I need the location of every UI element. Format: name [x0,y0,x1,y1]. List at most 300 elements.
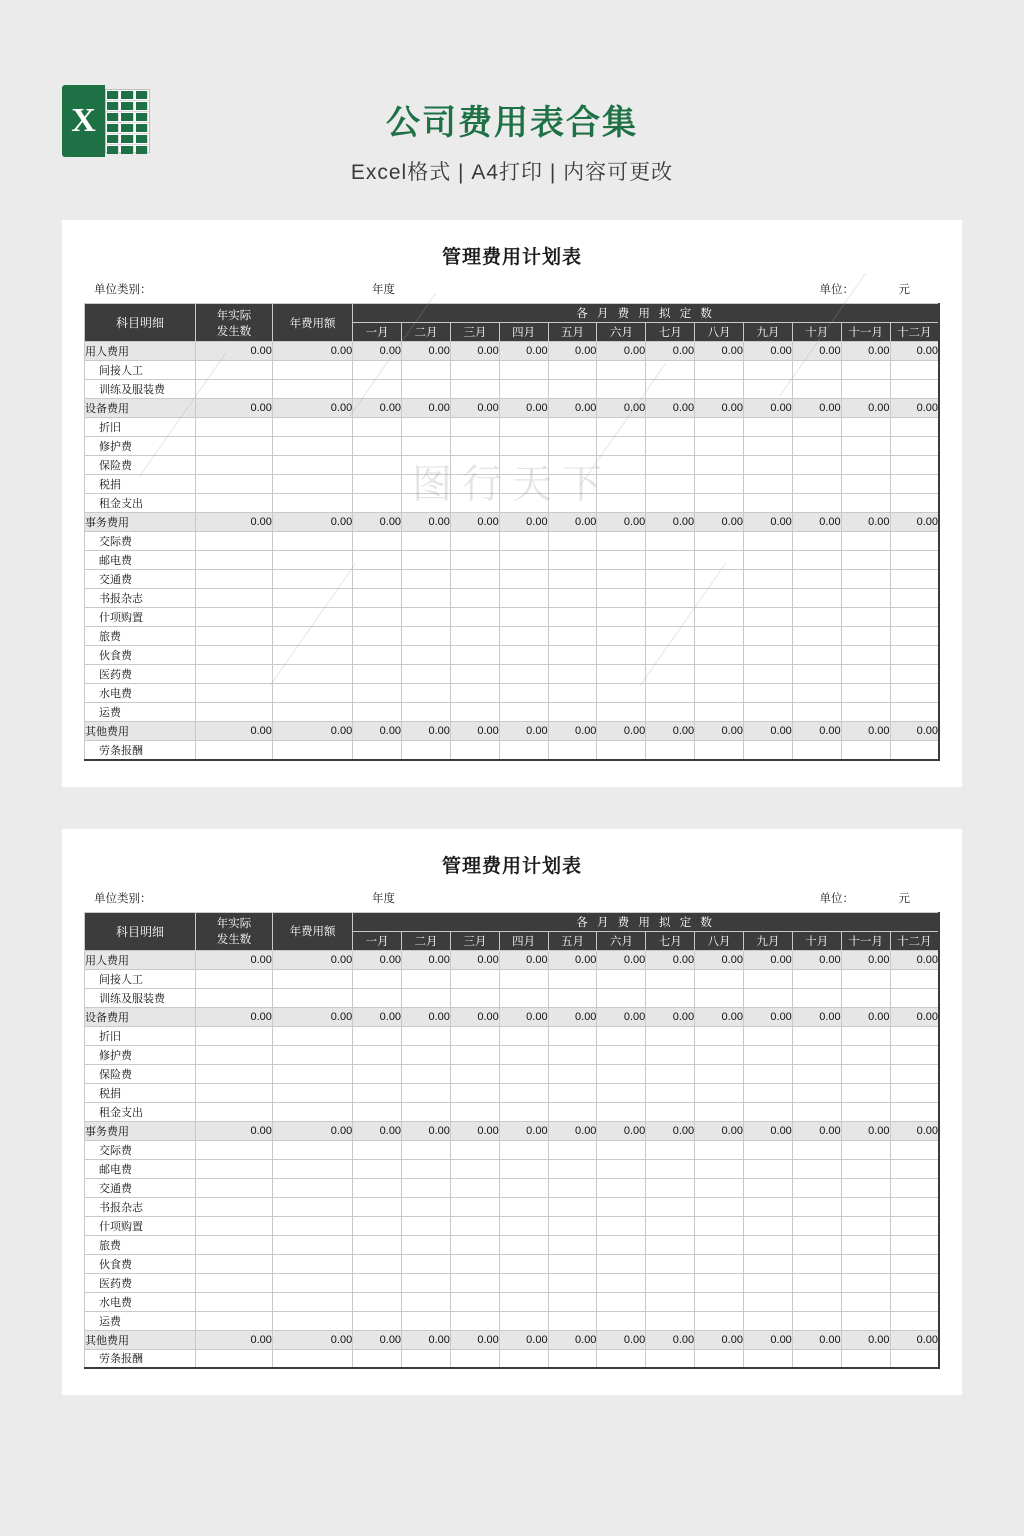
table-row[interactable] [85,1292,940,1311]
cell-value[interactable] [743,1273,792,1292]
row-label[interactable]: 书报杂志 [85,589,196,608]
cell-value[interactable] [450,608,499,627]
cell-value[interactable] [548,703,597,722]
cell-value[interactable] [353,1349,402,1368]
cell-value[interactable] [792,969,841,988]
cell-value[interactable] [646,969,695,988]
cell-value[interactable] [548,665,597,684]
row-label[interactable]: 旅费 [85,1235,196,1254]
table-row[interactable] [85,1216,940,1235]
cell-value[interactable] [272,437,352,456]
cell-value[interactable] [743,646,792,665]
cell-value[interactable] [196,1026,273,1045]
cell-value[interactable]: 0.00 [890,513,939,532]
table-row[interactable] [85,1330,940,1349]
cell-value[interactable] [548,1045,597,1064]
cell-value[interactable]: 0.00 [499,1121,548,1140]
cell-value[interactable] [743,437,792,456]
cell-value[interactable]: 0.00 [402,722,451,741]
cell-value[interactable] [548,1349,597,1368]
cell-value[interactable]: 0.00 [499,342,548,361]
cell-value[interactable] [402,1235,451,1254]
cell-value[interactable]: 0.00 [743,722,792,741]
cell-value[interactable] [402,1349,451,1368]
cell-value[interactable] [450,1273,499,1292]
cell-value[interactable] [841,1102,890,1121]
cell-value[interactable] [646,703,695,722]
cell-value[interactable] [743,551,792,570]
cell-value[interactable] [272,627,352,646]
row-label[interactable]: 租金支出 [85,494,196,513]
cell-value[interactable] [597,608,646,627]
cell-value[interactable] [402,1102,451,1121]
cell-value[interactable] [695,437,744,456]
table-row[interactable] [85,1197,940,1216]
cell-value[interactable] [499,1140,548,1159]
row-label[interactable]: 书报杂志 [85,1197,196,1216]
cell-value[interactable]: 0.00 [272,1330,352,1349]
cell-value[interactable]: 0.00 [196,950,273,969]
cell-value[interactable] [196,703,273,722]
cell-value[interactable] [841,1083,890,1102]
cell-value[interactable]: 0.00 [743,1330,792,1349]
cell-value[interactable]: 0.00 [695,1121,744,1140]
cell-value[interactable] [597,646,646,665]
cell-value[interactable] [792,456,841,475]
cell-value[interactable] [402,1216,451,1235]
cell-value[interactable] [499,1273,548,1292]
cell-value[interactable] [890,969,939,988]
cell-value[interactable]: 0.00 [548,399,597,418]
cell-value[interactable] [499,1197,548,1216]
cell-value[interactable] [597,456,646,475]
cell-value[interactable] [353,437,402,456]
cell-value[interactable] [841,456,890,475]
cell-value[interactable] [499,380,548,399]
row-label[interactable]: 修护费 [85,437,196,456]
table-row[interactable] [85,1007,940,1026]
cell-value[interactable] [646,361,695,380]
cell-value[interactable] [841,380,890,399]
cell-value[interactable] [695,1216,744,1235]
cell-value[interactable] [499,418,548,437]
cell-value[interactable] [597,1216,646,1235]
cell-value[interactable] [695,1140,744,1159]
cell-value[interactable] [743,1216,792,1235]
cell-value[interactable] [695,1083,744,1102]
row-label[interactable]: 训练及服装费 [85,988,196,1007]
cell-value[interactable] [196,1083,273,1102]
cell-value[interactable] [743,1178,792,1197]
cell-value[interactable] [196,1216,273,1235]
cell-value[interactable] [597,1045,646,1064]
cell-value[interactable]: 0.00 [841,950,890,969]
table-row[interactable] [85,722,940,741]
cell-value[interactable] [841,1216,890,1235]
cell-value[interactable] [597,361,646,380]
row-label[interactable]: 邮电费 [85,1159,196,1178]
cell-value[interactable] [890,1064,939,1083]
cell-value[interactable] [646,1045,695,1064]
table-row[interactable] [85,494,940,513]
cell-value[interactable]: 0.00 [272,342,352,361]
cell-value[interactable]: 0.00 [646,1007,695,1026]
cell-value[interactable] [695,475,744,494]
cell-value[interactable] [597,1273,646,1292]
cell-value[interactable] [890,551,939,570]
cell-value[interactable] [450,456,499,475]
cell-value[interactable] [841,741,890,760]
row-label[interactable]: 税捐 [85,475,196,494]
table-row[interactable] [85,437,940,456]
cell-value[interactable] [272,1045,352,1064]
cell-value[interactable]: 0.00 [353,1007,402,1026]
cell-value[interactable] [402,627,451,646]
cell-value[interactable] [402,1045,451,1064]
cell-value[interactable] [450,703,499,722]
cell-value[interactable] [597,570,646,589]
cell-value[interactable] [792,627,841,646]
cell-value[interactable] [597,627,646,646]
cell-value[interactable] [890,627,939,646]
row-label[interactable]: 水电费 [85,1292,196,1311]
table-row[interactable] [85,950,940,969]
cell-value[interactable] [695,665,744,684]
cell-value[interactable] [597,741,646,760]
cell-value[interactable] [792,1159,841,1178]
cell-value[interactable] [402,361,451,380]
cell-value[interactable] [743,475,792,494]
row-label[interactable]: 邮电费 [85,551,196,570]
cell-value[interactable] [841,1197,890,1216]
cell-value[interactable] [499,1178,548,1197]
cell-value[interactable] [450,1140,499,1159]
cell-value[interactable] [646,684,695,703]
cell-value[interactable]: 0.00 [450,1330,499,1349]
cell-value[interactable] [646,589,695,608]
cell-value[interactable] [695,969,744,988]
cell-value[interactable] [353,1178,402,1197]
cell-value[interactable] [272,494,352,513]
cell-value[interactable] [272,1026,352,1045]
cell-value[interactable] [695,494,744,513]
row-label[interactable]: 运费 [85,1311,196,1330]
cell-value[interactable] [196,1273,273,1292]
cell-value[interactable] [272,1064,352,1083]
cell-value[interactable] [743,361,792,380]
cell-value[interactable] [272,1140,352,1159]
cell-value[interactable]: 0.00 [695,1330,744,1349]
cell-value[interactable] [548,1197,597,1216]
cell-value[interactable] [450,1311,499,1330]
cell-value[interactable] [792,1102,841,1121]
cell-value[interactable] [743,1159,792,1178]
cell-value[interactable] [792,646,841,665]
cell-value[interactable] [548,1254,597,1273]
cell-value[interactable]: 0.00 [353,950,402,969]
cell-value[interactable] [402,437,451,456]
cell-value[interactable] [646,1159,695,1178]
cell-value[interactable] [743,1235,792,1254]
cell-value[interactable] [353,475,402,494]
cell-value[interactable] [450,1159,499,1178]
cell-value[interactable] [792,741,841,760]
row-label[interactable]: 用人费用 [85,950,196,969]
cell-value[interactable] [353,1216,402,1235]
cell-value[interactable] [743,456,792,475]
cell-value[interactable] [196,1140,273,1159]
cell-value[interactable] [353,703,402,722]
cell-value[interactable] [196,494,273,513]
cell-value[interactable] [695,1254,744,1273]
row-label[interactable]: 旅费 [85,627,196,646]
cell-value[interactable] [450,361,499,380]
cell-value[interactable]: 0.00 [743,1121,792,1140]
cell-value[interactable] [841,361,890,380]
cell-value[interactable]: 0.00 [272,722,352,741]
cell-value[interactable] [890,741,939,760]
cell-value[interactable] [353,589,402,608]
cell-value[interactable] [841,437,890,456]
cell-value[interactable] [646,988,695,1007]
cell-value[interactable] [792,1026,841,1045]
cell-value[interactable] [792,551,841,570]
cell-value[interactable] [890,608,939,627]
table-row[interactable] [85,703,940,722]
cell-value[interactable] [499,456,548,475]
cell-value[interactable] [695,1064,744,1083]
cell-value[interactable]: 0.00 [597,342,646,361]
cell-value[interactable] [646,1292,695,1311]
cell-value[interactable] [548,589,597,608]
cell-value[interactable] [548,741,597,760]
cell-value[interactable]: 0.00 [792,722,841,741]
cell-value[interactable] [272,1159,352,1178]
row-label[interactable]: 其他费用 [85,1330,196,1349]
row-label[interactable]: 间接人工 [85,361,196,380]
cell-value[interactable] [743,1349,792,1368]
cell-value[interactable] [548,570,597,589]
cell-value[interactable] [890,1273,939,1292]
cell-value[interactable] [548,646,597,665]
cell-value[interactable] [792,570,841,589]
cell-value[interactable]: 0.00 [272,1121,352,1140]
cell-value[interactable] [695,1026,744,1045]
cell-value[interactable] [196,456,273,475]
row-label[interactable]: 税捐 [85,1083,196,1102]
cell-value[interactable] [402,456,451,475]
cell-value[interactable] [792,1273,841,1292]
cell-value[interactable] [548,1311,597,1330]
cell-value[interactable] [450,551,499,570]
row-label[interactable]: 事务费用 [85,513,196,532]
table-row[interactable] [85,418,940,437]
cell-value[interactable] [646,570,695,589]
cell-value[interactable] [695,551,744,570]
cell-value[interactable] [792,1254,841,1273]
cell-value[interactable] [402,1292,451,1311]
cell-value[interactable] [402,551,451,570]
cell-value[interactable] [402,1064,451,1083]
cell-value[interactable] [743,1083,792,1102]
cell-value[interactable] [272,418,352,437]
cell-value[interactable] [695,1292,744,1311]
cell-value[interactable] [196,1349,273,1368]
cell-value[interactable] [792,1292,841,1311]
cell-value[interactable] [499,589,548,608]
cell-value[interactable] [272,646,352,665]
cell-value[interactable] [499,608,548,627]
cell-value[interactable] [499,1254,548,1273]
cell-value[interactable] [646,1178,695,1197]
cell-value[interactable] [841,665,890,684]
row-label[interactable]: 事务费用 [85,1121,196,1140]
cell-value[interactable] [450,1349,499,1368]
cell-value[interactable] [890,570,939,589]
cell-value[interactable] [450,1083,499,1102]
cell-value[interactable]: 0.00 [402,950,451,969]
cell-value[interactable] [196,1178,273,1197]
table-row[interactable] [85,361,940,380]
row-label[interactable]: 折旧 [85,1026,196,1045]
cell-value[interactable] [272,1292,352,1311]
cell-value[interactable] [548,684,597,703]
cell-value[interactable] [353,1235,402,1254]
cell-value[interactable] [792,1311,841,1330]
table-row[interactable] [85,1235,940,1254]
cell-value[interactable] [792,1235,841,1254]
table-row[interactable] [85,513,940,532]
cell-value[interactable] [743,1026,792,1045]
cell-value[interactable] [353,1273,402,1292]
cell-value[interactable]: 0.00 [450,399,499,418]
cell-value[interactable] [597,1349,646,1368]
cell-value[interactable] [695,988,744,1007]
cell-value[interactable] [695,1235,744,1254]
cell-value[interactable]: 0.00 [695,722,744,741]
cell-value[interactable]: 0.00 [841,722,890,741]
cell-value[interactable] [890,1102,939,1121]
cell-value[interactable] [743,570,792,589]
cell-value[interactable] [548,1026,597,1045]
cell-value[interactable]: 0.00 [890,399,939,418]
cell-value[interactable] [450,741,499,760]
cell-value[interactable] [402,1311,451,1330]
cell-value[interactable]: 0.00 [597,950,646,969]
cell-value[interactable] [272,570,352,589]
cell-value[interactable] [353,1292,402,1311]
cell-value[interactable] [597,1083,646,1102]
cell-value[interactable] [890,988,939,1007]
cell-value[interactable] [450,1216,499,1235]
cell-value[interactable] [402,380,451,399]
table-row[interactable] [85,1254,940,1273]
cell-value[interactable] [695,380,744,399]
cell-value[interactable] [646,1254,695,1273]
cell-value[interactable] [890,1292,939,1311]
cell-value[interactable] [597,1026,646,1045]
cell-value[interactable] [272,703,352,722]
cell-value[interactable] [841,1140,890,1159]
cell-value[interactable] [272,475,352,494]
cell-value[interactable] [353,969,402,988]
cell-value[interactable] [402,1197,451,1216]
row-label[interactable]: 劳条报酬 [85,1349,196,1368]
cell-value[interactable] [402,418,451,437]
cell-value[interactable]: 0.00 [890,342,939,361]
cell-value[interactable] [841,1045,890,1064]
cell-value[interactable] [743,1254,792,1273]
cell-value[interactable] [402,494,451,513]
cell-value[interactable] [196,1102,273,1121]
cell-value[interactable] [450,380,499,399]
cell-value[interactable] [646,646,695,665]
cell-value[interactable] [548,969,597,988]
cell-value[interactable] [402,1254,451,1273]
cell-value[interactable] [646,418,695,437]
cell-value[interactable] [450,988,499,1007]
cell-value[interactable] [353,1083,402,1102]
table-row[interactable] [85,589,940,608]
cell-value[interactable] [402,1159,451,1178]
cell-value[interactable] [548,1064,597,1083]
cell-value[interactable] [890,1197,939,1216]
row-label[interactable]: 交通费 [85,1178,196,1197]
cell-value[interactable] [353,361,402,380]
row-label[interactable]: 保险费 [85,456,196,475]
cell-value[interactable] [353,1254,402,1273]
cell-value[interactable] [450,646,499,665]
cell-value[interactable]: 0.00 [402,342,451,361]
cell-value[interactable] [499,969,548,988]
table-row[interactable] [85,551,940,570]
cell-value[interactable] [743,665,792,684]
cell-value[interactable] [196,475,273,494]
cell-value[interactable] [841,589,890,608]
cell-value[interactable] [646,494,695,513]
cell-value[interactable] [450,1064,499,1083]
cell-value[interactable] [646,1311,695,1330]
cell-value[interactable] [548,1102,597,1121]
cell-value[interactable] [272,1349,352,1368]
table-row[interactable] [85,1064,940,1083]
cell-value[interactable] [597,1311,646,1330]
cell-value[interactable] [499,684,548,703]
cell-value[interactable] [743,627,792,646]
cell-value[interactable] [196,437,273,456]
cell-value[interactable] [499,741,548,760]
cell-value[interactable] [196,646,273,665]
table-row[interactable] [85,627,940,646]
cell-value[interactable] [450,1254,499,1273]
cell-value[interactable]: 0.00 [402,1330,451,1349]
cell-value[interactable] [499,1292,548,1311]
cell-value[interactable] [548,1083,597,1102]
cell-value[interactable] [695,646,744,665]
cell-value[interactable] [792,684,841,703]
cell-value[interactable] [499,646,548,665]
cell-value[interactable] [792,494,841,513]
cell-value[interactable] [890,703,939,722]
row-label[interactable]: 间接人工 [85,969,196,988]
cell-value[interactable]: 0.00 [841,342,890,361]
cell-value[interactable]: 0.00 [450,950,499,969]
cell-value[interactable] [450,532,499,551]
cell-value[interactable] [402,665,451,684]
cell-value[interactable] [499,1045,548,1064]
cell-value[interactable] [272,456,352,475]
cell-value[interactable] [272,608,352,627]
